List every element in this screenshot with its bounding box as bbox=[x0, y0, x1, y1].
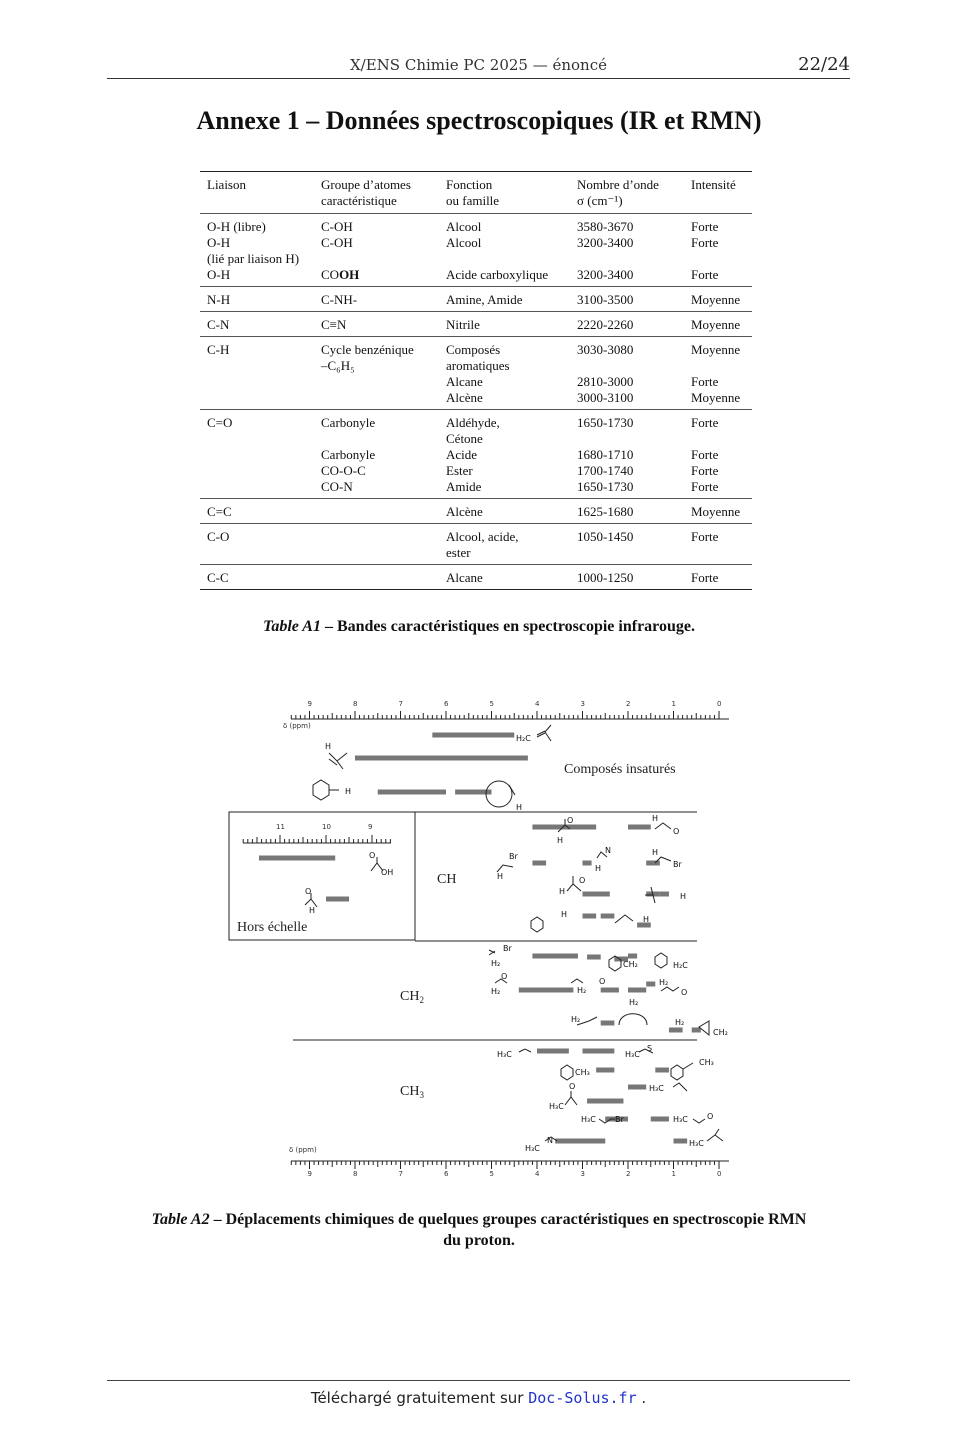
shift-range-bar bbox=[587, 955, 601, 960]
table-cell: Amide bbox=[446, 479, 482, 494]
shift-range-bar bbox=[432, 733, 514, 738]
frag-br-bromide: Br bbox=[673, 860, 682, 869]
frag-h3c-ketone: H₃C bbox=[549, 1102, 564, 1111]
ir-header-line: Groupe d’atomes bbox=[321, 177, 411, 192]
frag-h2-o: H₂ bbox=[491, 987, 501, 996]
table-cell: Acide bbox=[446, 447, 478, 462]
frag-o-acetyl: O bbox=[569, 1082, 576, 1091]
tick-label: 11 bbox=[276, 823, 285, 831]
frag-h2c-benzyl: H₂C bbox=[673, 961, 688, 970]
table-cell: C-N bbox=[207, 317, 230, 332]
ir-header-line: ou famille bbox=[446, 193, 500, 208]
frag-o-ether: O bbox=[673, 827, 680, 836]
tick-label: 0 bbox=[717, 1170, 722, 1178]
shift-range-bar-offscale bbox=[326, 897, 349, 902]
table-cell: C-NH- bbox=[321, 292, 358, 307]
table-row bbox=[200, 463, 752, 479]
frag-o-aldehyde-off: O bbox=[305, 887, 312, 896]
ir-table bbox=[200, 171, 752, 590]
frag-h3c-br: H₃C bbox=[581, 1115, 596, 1124]
table-cell: Composés aromatiques bbox=[446, 342, 510, 373]
table-cell: Alcène bbox=[446, 504, 483, 519]
label-ch3: $CH_3$ bbox=[400, 1084, 424, 1100]
table-cell bbox=[200, 374, 314, 390]
tick-label: 4 bbox=[535, 1170, 540, 1178]
ir-table-header bbox=[200, 172, 752, 214]
tick-label: 5 bbox=[489, 1170, 494, 1178]
table-cell: C-C bbox=[207, 570, 229, 585]
tick-label: 8 bbox=[353, 1170, 358, 1178]
frag-o-ch2: O bbox=[501, 972, 508, 981]
frag-h-tertiary: H bbox=[680, 892, 687, 901]
table-cell: C-O bbox=[207, 529, 230, 544]
table-cell: O-H (libre) bbox=[207, 219, 266, 234]
frag-h-ether: H bbox=[652, 814, 659, 823]
ir-header-line: caractéristique bbox=[321, 193, 397, 208]
shift-range-bar bbox=[583, 892, 610, 897]
tick-label: 8 bbox=[353, 700, 358, 708]
frag-h3c-n: H₃C bbox=[525, 1144, 540, 1153]
label-ch2: $CH_2$ bbox=[400, 989, 424, 1005]
table-cell: Alcène bbox=[446, 390, 483, 405]
frag-br-ch3: Br bbox=[615, 1115, 624, 1124]
ir-header-col-1 bbox=[314, 172, 439, 214]
table-row bbox=[200, 214, 752, 236]
frag-ch2-benzyl: CH₂ bbox=[623, 960, 638, 969]
shift-range-bar bbox=[601, 988, 619, 993]
table-cell: Nitrile bbox=[446, 317, 480, 332]
table-cell: 1700-1740 bbox=[577, 463, 634, 478]
table-cell: Moyenne bbox=[691, 504, 741, 519]
axis-unit-top: δ (ppm) bbox=[283, 722, 311, 730]
nmr-chart bbox=[225, 695, 735, 1185]
table-cell: Alcane bbox=[446, 374, 483, 389]
shift-range-bar bbox=[660, 892, 669, 897]
annex-title: Annexe 1 – Données spectroscopiques (IR et RMN) bbox=[196, 106, 762, 135]
tick-label: 0 bbox=[717, 700, 722, 708]
tick-label: 1 bbox=[671, 700, 676, 708]
footer-end: . bbox=[636, 1389, 647, 1407]
frag-h3c-isopropyl: H₃C bbox=[689, 1139, 704, 1148]
table-cell: Cycle benzénique –C₆H₅ bbox=[321, 342, 414, 373]
table-cell: Acide carboxylique bbox=[446, 267, 549, 282]
table-row bbox=[200, 337, 752, 375]
tick-label: 3 bbox=[580, 1170, 585, 1178]
table-cell: Forte bbox=[691, 463, 719, 478]
shift-range-bar bbox=[646, 861, 660, 866]
shift-range-bar bbox=[583, 1049, 615, 1054]
shift-range-bar bbox=[628, 988, 646, 993]
tick-label: 2 bbox=[626, 700, 631, 708]
tick-label: 6 bbox=[444, 700, 449, 708]
frag-br-ch: Br bbox=[509, 852, 518, 861]
table-cell: Alcool bbox=[446, 235, 482, 250]
frag-ch2-cyclopropane: CH₂ bbox=[713, 1028, 728, 1037]
table-cell: Moyenne bbox=[691, 342, 741, 357]
frag-h2-ketone: H₂ bbox=[577, 986, 587, 995]
frag-n-amine: N bbox=[605, 846, 611, 855]
table-cell: Alcool bbox=[446, 219, 482, 234]
shift-range-bar bbox=[601, 1021, 615, 1026]
table-cell bbox=[200, 479, 314, 499]
tick-label: 9 bbox=[307, 1170, 312, 1178]
tick-label: 9 bbox=[307, 700, 312, 708]
frag-h3c-s: H₃C bbox=[625, 1050, 640, 1059]
shift-range-bar bbox=[378, 790, 446, 795]
frag-o-ketone-ch2: O bbox=[599, 977, 606, 986]
table-cell: Forte bbox=[691, 219, 719, 234]
frag-h2-chain: H₂ bbox=[675, 1018, 685, 1027]
frag-ch3-aryl: CH₃ bbox=[575, 1068, 590, 1077]
table-cell: 3200-3400 bbox=[577, 235, 634, 250]
table-cell: C-H bbox=[207, 342, 230, 357]
table-cell: Ester bbox=[446, 463, 473, 478]
frag-o-aldehyde: O bbox=[567, 816, 574, 825]
caption-table-a1 bbox=[0, 618, 958, 636]
ir-group bbox=[200, 214, 752, 287]
table-cell bbox=[314, 524, 439, 565]
footer-link[interactable]: Doc-Solus.fr bbox=[528, 1389, 637, 1407]
frag-s: S bbox=[647, 1044, 653, 1053]
ir-group bbox=[200, 524, 752, 565]
table-cell: Carbonyle bbox=[321, 447, 376, 462]
table-cell: Aldéhyde, Cétone bbox=[446, 415, 500, 446]
table-cell: 1680-1710 bbox=[577, 447, 634, 462]
table-cell: 3030-3080 bbox=[577, 342, 634, 357]
shift-range-bar bbox=[532, 861, 546, 866]
tick-label: 6 bbox=[444, 1170, 449, 1178]
table-row bbox=[200, 499, 752, 524]
table-cell: Alcane bbox=[446, 570, 483, 585]
frag-ch3-ethyl: CH₃ bbox=[699, 1058, 714, 1067]
tick-label: 7 bbox=[398, 700, 403, 708]
shift-range-bar bbox=[601, 914, 615, 919]
table-cell: Forte bbox=[691, 529, 719, 544]
frag-o-ester: O bbox=[681, 988, 688, 997]
table-cell: 2810-3000 bbox=[577, 374, 634, 389]
tick-label: 2 bbox=[626, 1170, 631, 1178]
table-cell: 3000-3100 bbox=[577, 390, 634, 405]
tick-label: 7 bbox=[398, 1170, 403, 1178]
tick-label: 3 bbox=[580, 700, 585, 708]
frag-oh-acid: OH bbox=[381, 868, 394, 877]
frag-h-amine: H bbox=[595, 864, 602, 873]
frag-h-benzene: H bbox=[345, 787, 352, 796]
shift-range-bar bbox=[646, 982, 655, 987]
frag-h2-ester: H₂ bbox=[659, 978, 669, 987]
frag-n-ch3: N bbox=[547, 1136, 553, 1145]
shift-range-bar bbox=[628, 954, 637, 959]
table-cell: N-H bbox=[207, 292, 231, 307]
shift-range-bar bbox=[628, 825, 651, 830]
ir-group bbox=[200, 337, 752, 410]
table-cell: Moyenne bbox=[691, 317, 741, 332]
table-cell: C-OH bbox=[321, 219, 353, 234]
frag-h-bromide: H bbox=[652, 848, 659, 857]
shift-range-bar-offscale bbox=[259, 856, 335, 861]
shift-range-bar bbox=[655, 1068, 669, 1073]
table-row bbox=[200, 410, 752, 448]
table-cell: C≡N bbox=[321, 317, 347, 332]
structure-drawings bbox=[313, 725, 723, 1141]
frag-h3c-allyl: H₃C bbox=[649, 1084, 664, 1093]
shift-range-bar bbox=[555, 1139, 605, 1144]
page-header bbox=[107, 54, 850, 79]
table-row bbox=[200, 374, 752, 390]
table-row bbox=[200, 267, 752, 287]
label-off-scale: Hors échelle bbox=[237, 920, 308, 935]
shift-range-bar bbox=[674, 1139, 688, 1144]
page-footer bbox=[107, 1380, 850, 1407]
shift-range-bar bbox=[583, 914, 597, 919]
shift-range-bar bbox=[596, 1068, 614, 1073]
table-row bbox=[200, 287, 752, 312]
shift-range-bar bbox=[355, 756, 528, 761]
ir-group bbox=[200, 499, 752, 524]
frag-o-ketone: O bbox=[579, 876, 586, 885]
ir-group bbox=[200, 312, 752, 337]
shift-range-bar bbox=[692, 1028, 701, 1033]
table-cell: C-OH bbox=[321, 235, 353, 250]
frag-h3c-ether: H₃C bbox=[673, 1115, 688, 1124]
table-cell bbox=[314, 499, 439, 524]
ir-header-line: Liaison bbox=[207, 177, 246, 192]
table-cell bbox=[200, 390, 314, 410]
table-cell: Amine, Amide bbox=[446, 292, 523, 307]
shift-range-bar bbox=[669, 1028, 683, 1033]
table-cell bbox=[314, 374, 439, 390]
table-cell bbox=[200, 447, 314, 463]
table-row bbox=[200, 447, 752, 463]
ir-header-line: σ (cm⁻¹) bbox=[577, 193, 623, 208]
table-row bbox=[200, 565, 752, 590]
frag-o-ch3: O bbox=[707, 1112, 714, 1121]
tick-label: 10 bbox=[322, 823, 331, 831]
frag-h2c-vinyl: H₂C bbox=[516, 734, 531, 743]
ir-header-line: Intensité bbox=[691, 177, 736, 192]
frag-h-aldehyde-off: H bbox=[309, 906, 316, 915]
table-cell: 2220-2260 bbox=[577, 317, 634, 332]
caption-a2-line1: – Déplacements chimiques de quelques groupes caractéristiques en spectroscopie RMN bbox=[209, 1211, 807, 1228]
table-cell: CO-O-C bbox=[321, 463, 366, 478]
ir-header-line: Nombre d’onde bbox=[577, 177, 659, 192]
shift-range-bar bbox=[651, 1117, 669, 1122]
frag-o-acid: O bbox=[369, 851, 376, 860]
caption-a1-text: – Bandes caractéristiques en spectroscopie infrarouge. bbox=[320, 618, 695, 635]
ir-group bbox=[200, 287, 752, 312]
frag-h-allylic: H bbox=[643, 915, 650, 924]
label-ch: CH bbox=[437, 872, 457, 887]
table-cell: 1050-1450 bbox=[577, 529, 634, 544]
axis-unit-bottom: δ (ppm) bbox=[289, 1146, 317, 1154]
label-unsaturated: Composés insaturés bbox=[564, 762, 676, 777]
tick-label: 9 bbox=[368, 823, 373, 831]
table-cell: Forte bbox=[691, 267, 719, 282]
caption-a1-label: Table A1 bbox=[263, 618, 321, 635]
caption-table-a2 bbox=[100, 1209, 858, 1251]
ir-header-col-4 bbox=[684, 172, 752, 214]
table-cell: 3200-3400 bbox=[577, 267, 634, 282]
table-cell: C=O bbox=[207, 415, 233, 430]
table-cell: 1650-1730 bbox=[577, 415, 634, 430]
ir-group bbox=[200, 410, 752, 499]
table-cell: Forte bbox=[691, 374, 719, 389]
frag-h2-allyl: H₂ bbox=[571, 1015, 581, 1024]
frag-h-aldehyde: H bbox=[557, 836, 564, 845]
table-cell: Forte bbox=[691, 479, 719, 494]
table-cell: 1000-1250 bbox=[577, 570, 634, 585]
tick-label: 5 bbox=[489, 700, 494, 708]
ir-header-line: Fonction bbox=[446, 177, 493, 192]
frag-h-ketone: H bbox=[559, 887, 566, 896]
fragment-labels bbox=[305, 734, 728, 1153]
table-cell: O-H bbox=[207, 267, 231, 282]
table-cell: O-H (lié par liaison H) bbox=[207, 235, 300, 266]
frag-br-ch2: Br bbox=[503, 944, 512, 953]
table-cell: Carbonyle bbox=[321, 415, 376, 430]
table-cell: Forte bbox=[691, 447, 719, 462]
ir-header-col-0 bbox=[200, 172, 314, 214]
table-cell bbox=[314, 390, 439, 410]
table-cell: Forte bbox=[691, 570, 719, 585]
shift-range-bar bbox=[537, 1049, 569, 1054]
shift-range-bar bbox=[587, 1099, 623, 1104]
table-cell: 1650-1730 bbox=[577, 479, 634, 494]
caption-a2-line2: du proton. bbox=[443, 1232, 515, 1249]
table-cell: Moyenne bbox=[691, 292, 741, 307]
table-cell: 3100-3500 bbox=[577, 292, 634, 307]
table-row bbox=[200, 235, 752, 267]
shift-range-bar bbox=[519, 988, 574, 993]
table-row bbox=[200, 390, 752, 410]
frag-h2-ring: H₂ bbox=[629, 998, 639, 1007]
ir-group bbox=[200, 565, 752, 590]
table-row bbox=[200, 312, 752, 337]
shift-range-bar bbox=[532, 954, 578, 959]
page-number: 22/24 bbox=[798, 54, 850, 75]
caption-a2-label: Table A2 bbox=[151, 1211, 210, 1228]
table-cell: 1625-1680 bbox=[577, 504, 634, 519]
tick-label: 1 bbox=[671, 1170, 676, 1178]
table-cell: Forte bbox=[691, 235, 719, 250]
footer-prefix: Téléchargé gratuitement sur bbox=[310, 1389, 529, 1407]
frag-h-ring: H bbox=[516, 803, 523, 812]
header-title: X/ENS Chimie PC 2025 — énoncé bbox=[349, 56, 607, 74]
table-cell: COOH bbox=[321, 267, 360, 282]
table-cell bbox=[200, 463, 314, 479]
table-cell: Moyenne bbox=[691, 390, 741, 405]
shift-range-bar bbox=[583, 861, 592, 866]
tick-label: 4 bbox=[535, 700, 540, 708]
table-cell: CO-N bbox=[321, 479, 353, 494]
table-cell: Alcool, acide, ester bbox=[446, 529, 519, 560]
table-cell: Forte bbox=[691, 415, 719, 430]
table-cell bbox=[314, 565, 439, 590]
table-cell: C=C bbox=[207, 504, 232, 519]
table-row bbox=[200, 524, 752, 565]
frag-h-br: H bbox=[497, 872, 504, 881]
shift-range-bar bbox=[628, 1085, 646, 1090]
frag-h2-br: H₂ bbox=[491, 959, 501, 968]
ir-header-col-2 bbox=[439, 172, 570, 214]
table-row bbox=[200, 479, 752, 499]
ir-header-col-3 bbox=[570, 172, 684, 214]
table-cell: 3580-3670 bbox=[577, 219, 634, 234]
footer-text bbox=[107, 1389, 850, 1407]
frag-h-alkene: H bbox=[325, 742, 332, 751]
frag-h-benzylic: H bbox=[561, 910, 568, 919]
frag-h3c-o: H₃C bbox=[497, 1050, 512, 1059]
